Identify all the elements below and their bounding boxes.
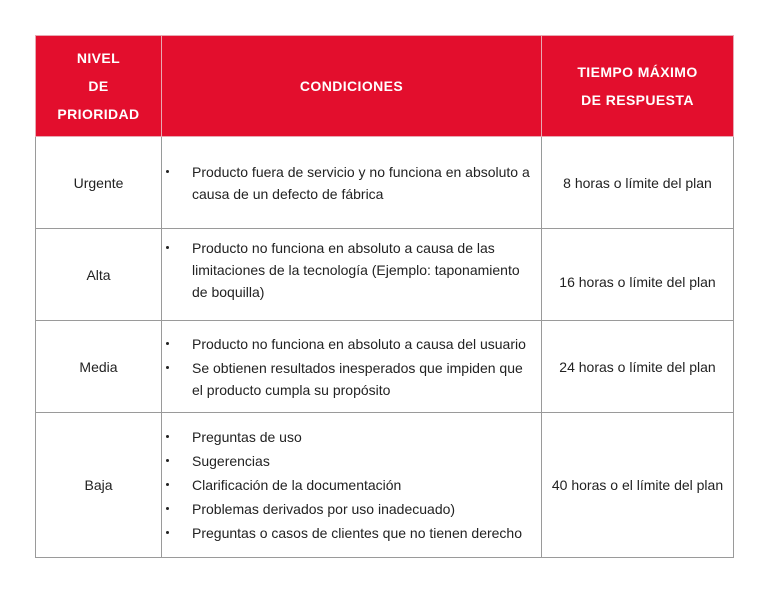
header-priority-line: NIVEL [76,50,121,66]
header-response-time [542,36,734,137]
header-priority-level [36,36,162,137]
header-conditions-label: CONDICIONES [299,78,404,94]
condition-item: Se obtienen resultados inesperados que impiden que el producto cumpla su propósito [192,357,531,401]
response-time-cell: 24 horas o límite del plan [542,321,734,413]
table-row [36,137,734,229]
header-conditions [162,36,542,137]
header-priority-line: DE [88,78,109,94]
header-time-line: TIEMPO MÁXIMO [577,64,698,80]
table-row [36,321,734,413]
condition-item: Producto no funciona en absoluto a causa de las limitaciones de la tecnología (Ejemplo: taponamiento de boquilla) [192,237,531,303]
conditions-cell [162,229,542,321]
header-priority-line: PRIORIDAD [57,106,140,122]
table-row [36,229,734,321]
condition-item: Preguntas de uso [192,426,531,448]
conditions-cell [162,321,542,413]
condition-item: Sugerencias [192,450,531,472]
table-row [36,413,734,558]
header-row [36,36,734,137]
priority-level-cell: Media [36,321,162,413]
condition-item: Preguntas o casos de clientes que no tienen derecho [192,522,531,544]
condition-item: Producto no funciona en absoluto a causa del usuario [192,333,531,355]
conditions-list [162,426,541,544]
conditions-list [162,333,541,401]
condition-item: Clarificación de la documentación [192,474,531,496]
priority-table [35,35,734,558]
response-time-cell: 40 horas o el límite del plan [542,413,734,558]
response-time-cell: 8 horas o límite del plan [542,137,734,229]
priority-level-cell: Baja [36,413,162,558]
header-time-line: DE RESPUESTA [581,92,694,108]
conditions-list [162,237,541,303]
condition-item: Producto fuera de servicio y no funciona en absoluto a causa de un defecto de fábrica [192,161,531,205]
conditions-cell [162,137,542,229]
response-time-cell: 16 horas o límite del plan [542,229,734,321]
priority-level-cell: Urgente [36,137,162,229]
conditions-cell [162,413,542,558]
conditions-list [162,161,541,205]
condition-item: Problemas derivados por uso inadecuado) [192,498,531,520]
priority-level-cell: Alta [36,229,162,321]
